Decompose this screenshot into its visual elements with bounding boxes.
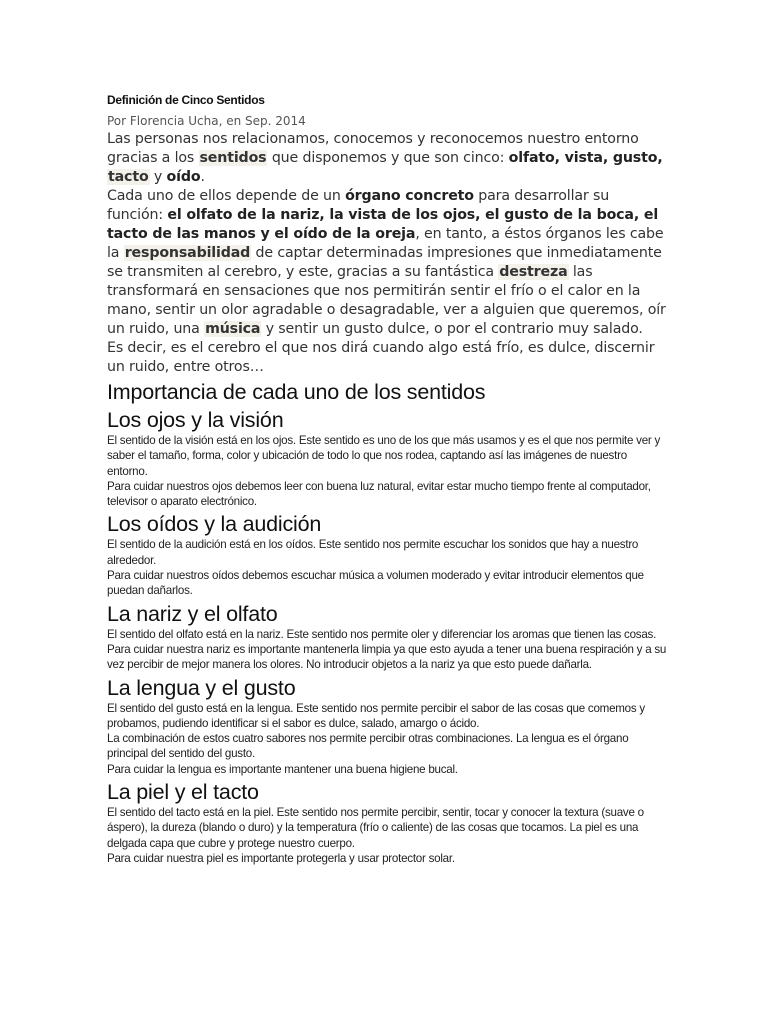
highlighted-term: música — [205, 321, 261, 337]
text-run: y — [149, 169, 167, 185]
importance-heading: Importancia de cada uno de los sentidos — [107, 380, 486, 404]
sections-container — [107, 407, 667, 866]
section-paragraph: El sentido del olfato está en la nariz. Este sentido nos permite oler y diferenciar los aromas que tienen las cosas. — [107, 627, 657, 641]
section-paragraph: El sentido de la visión está en los ojos. Este sentido es uno de los que más usamos y es el que nos permite ver y saber el tamaño, forma, color y ubicación de todo lo que nos rodea, captando así las imágenes de nuestro entorno. — [107, 434, 661, 478]
bold-text: olfato, vista, gusto, — [508, 150, 663, 166]
section-heading: La lengua y el gusto — [107, 675, 296, 700]
intro-paragraph-2 — [107, 187, 667, 339]
section-heading: La piel y el tacto — [107, 780, 259, 805]
highlighted-term: responsabilidad — [124, 245, 251, 261]
sense-section — [107, 511, 667, 598]
text-run: de captar determinadas impresiones que inmediatamente se transmiten al cerebro, y este, gracias a su fantástica — [107, 245, 662, 280]
section-paragraph: Para cuidar nuestros ojos debemos leer con buena luz natural, evitar estar mucho tiempo frente al computador, televisor o aparato electrónico. — [107, 479, 651, 509]
text-run: , en tanto, a éstos órganos les cabe la — [107, 226, 664, 261]
sense-section — [107, 407, 667, 509]
text-run: . — [200, 169, 205, 185]
highlighted-term: destreza — [499, 264, 568, 280]
section-paragraph: Para cuidar nuestros oídos debemos escuchar música a volumen moderado y evitar introducir elementos que puedan dañarlos. — [107, 569, 644, 598]
text-run: y sentir un gusto dulce, o por el contrario muy salado. — [261, 321, 643, 337]
text-run: que disponemos y que son cinco: — [267, 150, 509, 166]
bold-text: el olfato de la nariz, la vista de los ojos, el gusto de la boca, el tacto de las manos y el oído de la oreja — [107, 207, 659, 242]
sense-section — [107, 675, 667, 777]
section-paragraph: El sentido del gusto está en la lengua. Este sentido nos permite percibir el sabor de las cosas que comemos y probamos, pudiendo identificar si el sabor es dulce, salado, amargo o ácido. — [107, 701, 645, 730]
section-paragraph: Para cuidar nuestra nariz es importante mantenerla limpia ya que esto ayuda a tener una buena respiración y a su vez percibir de mejor manera los olores. No introducir objetos a la nariz ya que esto puede dañarla. — [107, 642, 667, 672]
section-paragraph: Para cuidar nuestra piel es importante protegerla y usar protector solar. — [107, 851, 455, 865]
bold-text: órgano concreto — [345, 188, 474, 204]
intro-paragraph-3 — [107, 339, 667, 377]
section-paragraph: El sentido del tacto está en la piel. Este sentido nos permite percibir, sentir, tocar y conocer la textura (suave o áspero), la dureza (blando o duro) y la temperatura (frío o caliente) de las cosas que tocamos. La piel es una delgada capa que cubre y protege nuestro cuerpo. — [107, 806, 644, 850]
section-heading: Los ojos y la visión — [107, 408, 284, 432]
intro-paragraph-1 — [107, 130, 667, 187]
text-run: Es decir, es el cerebro el que nos dirá cuando algo está frío, es dulce, discernir un ruido, entre otros… — [107, 340, 655, 375]
document-page — [107, 92, 667, 866]
section-heading: La nariz y el olfato — [107, 601, 278, 626]
text-run: las transformará en sensaciones que nos permitirán sentir el frío o el calor en la mano, sentir un olor agradable o desagradable, ver a alguien que queremos, oír un ruido, una — [107, 264, 666, 337]
text-run: para desarrollar su función: — [107, 188, 610, 223]
text-run: Las personas nos relacionamos, conocemos y reconocemos nuestro entorno gracias a los — [107, 131, 639, 166]
document-title: Definición de Cinco Sentidos — [107, 93, 265, 107]
section-paragraph: La combinación de estos cuatro sabores nos permite percibir otras combinaciones. La lengua es el órgano principal del sentido del gusto. — [107, 732, 629, 761]
bold-text: oído — [166, 169, 201, 185]
text-run: Cada uno de ellos depende de un — [107, 188, 346, 204]
sense-section — [107, 601, 667, 673]
highlighted-term: sentidos — [199, 150, 267, 166]
section-paragraph: El sentido de la audición está en los oídos. Este sentido nos permite escuchar los sonidos que hay a nuestro alrededor. — [107, 538, 639, 567]
highlighted-term: tacto — [108, 169, 149, 185]
section-paragraph: Para cuidar la lengua es importante mantener una buena higiene bucal. — [107, 762, 458, 776]
section-heading: Los oídos y la audición — [107, 512, 322, 537]
byline: Por Florencia Ucha, en Sep. 2014 — [107, 114, 306, 128]
sense-section — [107, 779, 667, 866]
